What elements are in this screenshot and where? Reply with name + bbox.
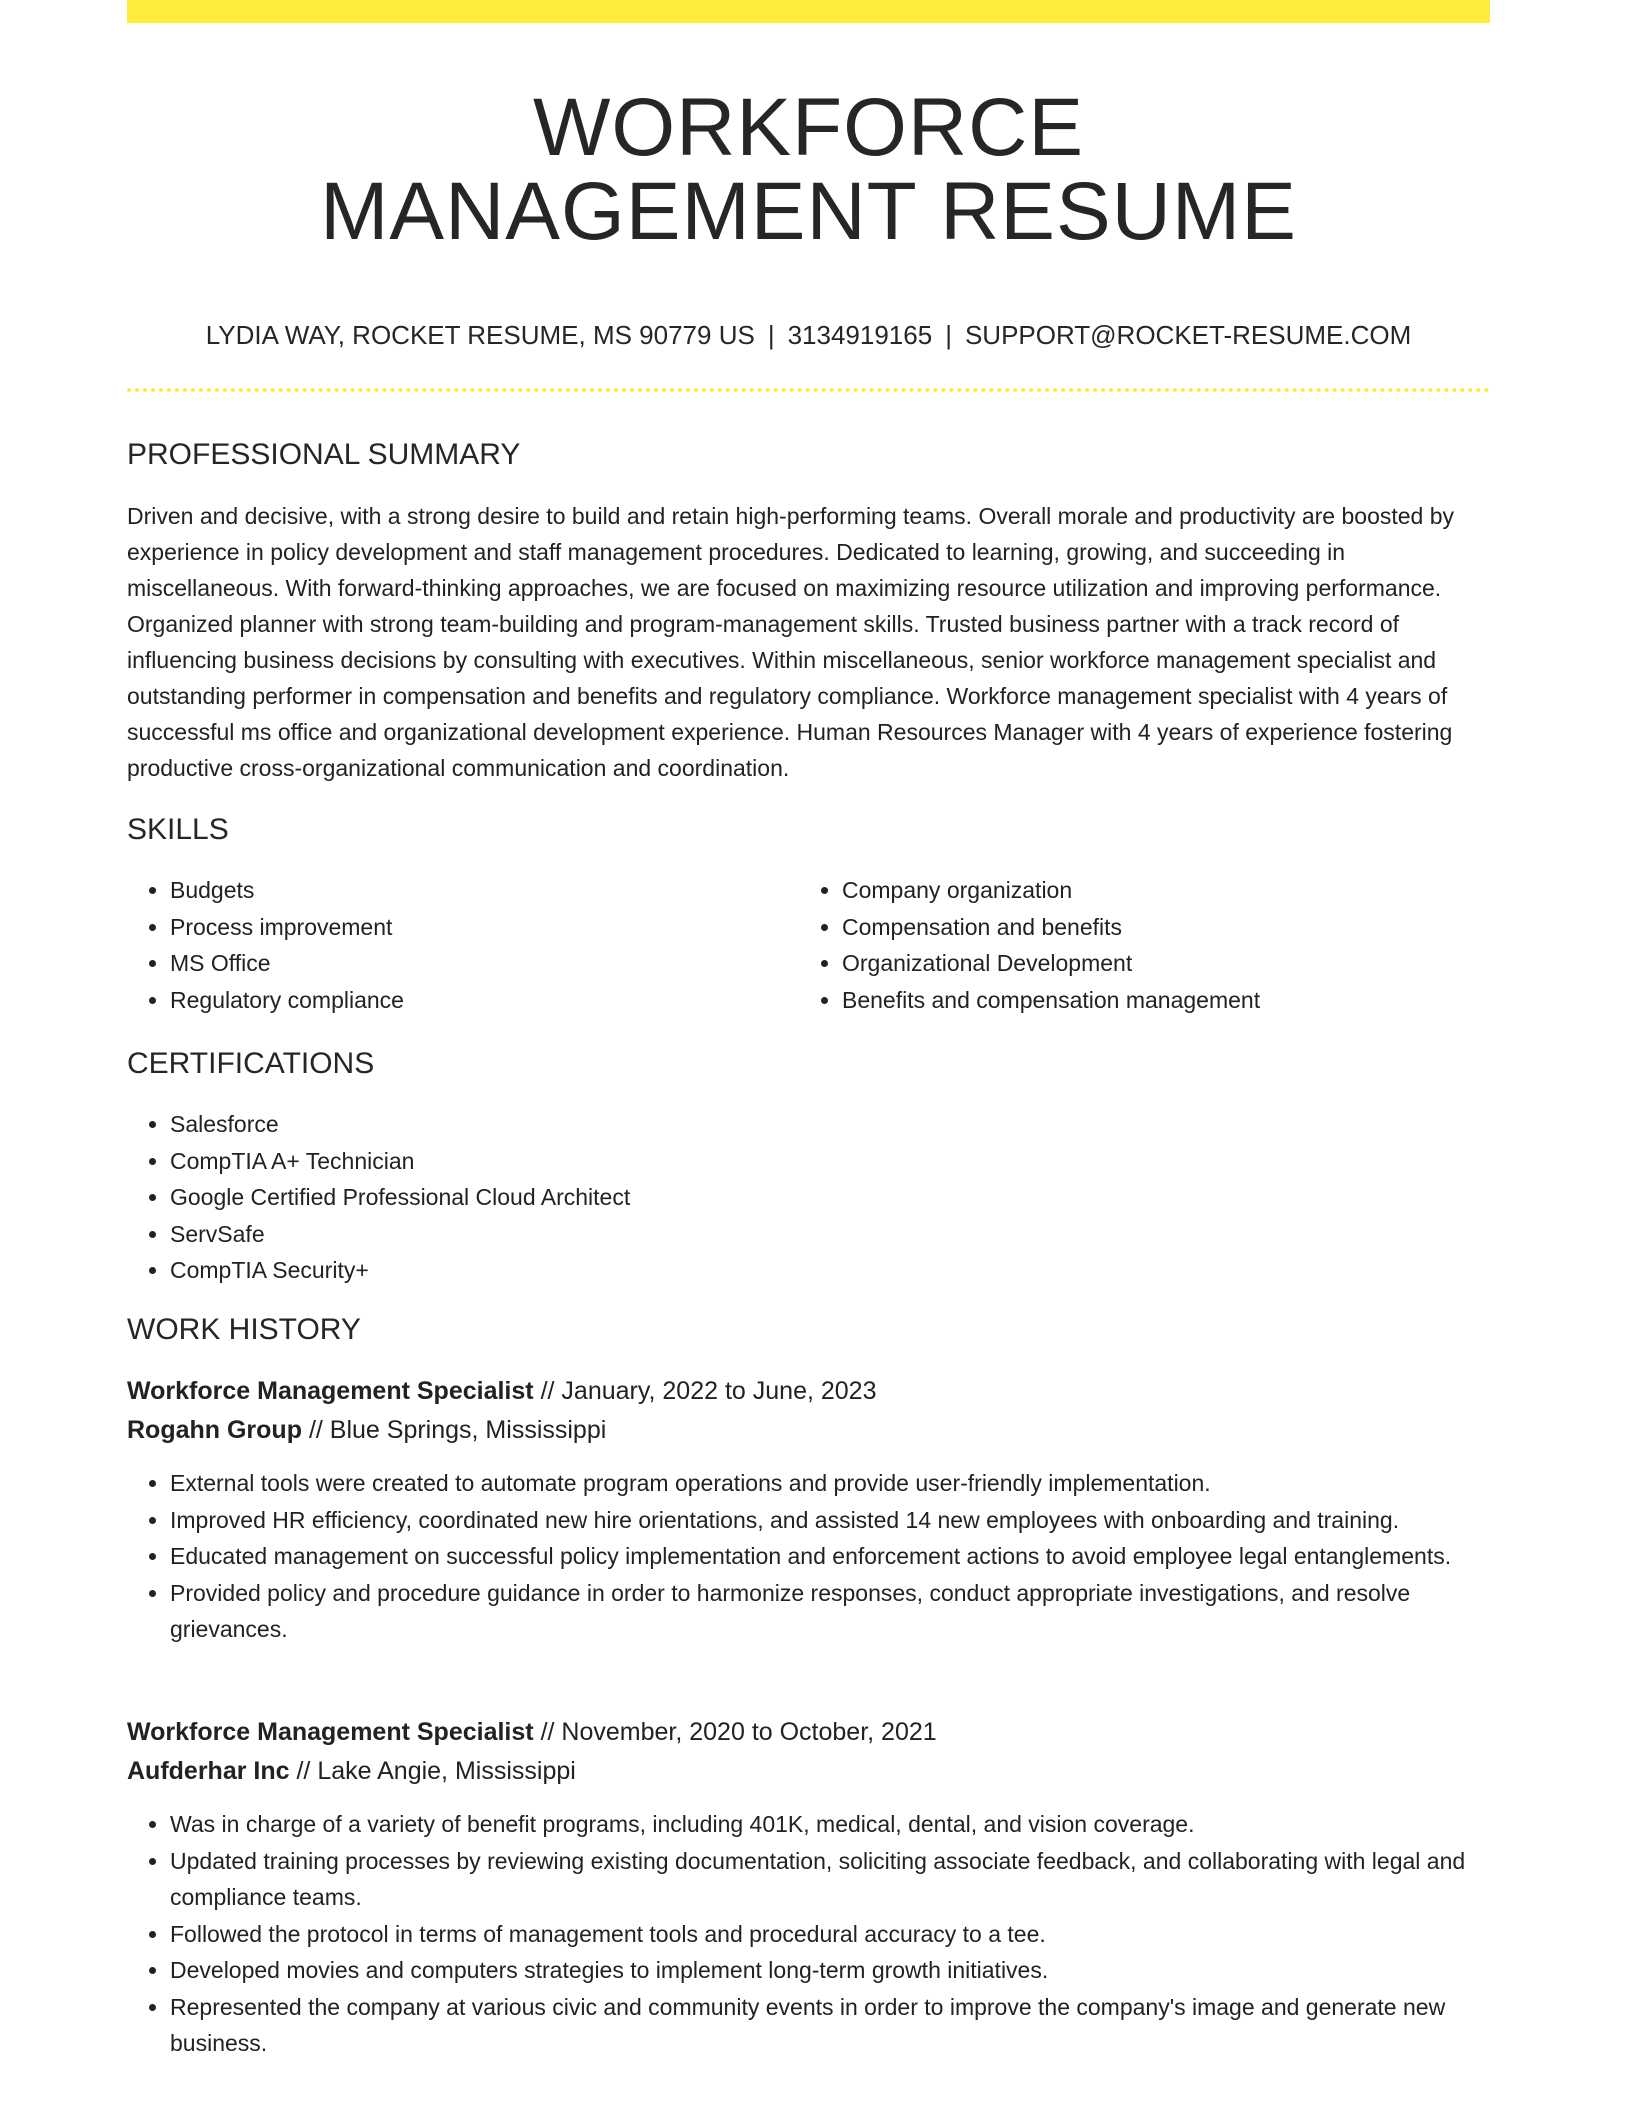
summary-heading: PROFESSIONAL SUMMARY <box>127 438 521 471</box>
skill-item: • Regulatory compliance <box>170 982 800 1019</box>
certification-item: • CompTIA Security+ <box>170 1252 1490 1289</box>
job-bullet: • Improved HR efficiency, coordinated new hire orientations, and assisted 14 new employees with onboarding and training. <box>170 1502 1490 1539</box>
job-separator: // <box>308 1416 323 1444</box>
job-title-line <box>127 1373 1490 1409</box>
contact-line <box>127 320 1490 350</box>
job-company: Rogahn Group <box>127 1416 302 1444</box>
job-location: Blue Springs, Mississippi <box>329 1416 607 1444</box>
job-title: Workforce Management Specialist <box>127 1377 534 1405</box>
certification-item: • Google Certified Professional Cloud Architect <box>170 1179 1490 1216</box>
top-accent-bar <box>127 0 1490 23</box>
contact-phone: 3134919165 <box>787 320 933 350</box>
job-bullet: • Represented the company at various civic and community events in order to improve the company's image and generate new business. <box>170 1989 1490 2062</box>
job-bullet: • Followed the protocol in terms of management tools and procedural accuracy to a tee. <box>170 1916 1490 1953</box>
job-bullet: • Provided policy and procedure guidance in order to harmonize responses, conduct appropriate investigations, and resolve grievances. <box>170 1575 1490 1648</box>
certifications-list <box>127 1106 1490 1289</box>
job-title-line <box>127 1714 1490 1750</box>
job-title: Workforce Management Specialist <box>127 1718 534 1746</box>
job-dates: November, 2020 to October, 2021 <box>561 1718 937 1746</box>
skill-item: • MS Office <box>170 945 800 982</box>
job-bullet: • Was in charge of a variety of benefit programs, including 401K, medical, dental, and vision coverage. <box>170 1806 1490 1843</box>
summary-text: Driven and decisive, with a strong desire to build and retain high-performing teams. Overall morale and productivity are boosted by experience in policy development and staff management procedures. Dedicated to learning, growing, and succeeding in miscellaneous. With forward-thinking approaches, we are focused on maximizing resource utilization and improving performance. Organized planner with strong team-building and program-management skills. Trusted business partner with a track record of influencing business decisions by consulting with executives. Within miscellaneous, senior workforce management specialist and outstanding performer in compensation and benefits and regulatory compliance. Workforce management specialist with 4 years of successful ms office and organizational development experience. Human Resources Manager with 4 years of experience fostering productive cross-organizational communication and coordination. <box>127 503 1455 781</box>
certifications-heading: CERTIFICATIONS <box>127 1047 375 1080</box>
job-bullet: • Educated management on successful policy implementation and enforcement actions to avoid employee legal entanglements. <box>170 1538 1490 1575</box>
skills-list-right <box>799 872 1492 1018</box>
job-separator: // <box>540 1718 555 1746</box>
resume-title <box>127 82 1490 257</box>
job-company-line <box>127 1412 1490 1448</box>
job-separator: // <box>540 1377 555 1405</box>
skill-item: • Company organization <box>842 872 1492 909</box>
work-history-heading: WORK HISTORY <box>127 1313 361 1346</box>
job-company: Aufderhar Inc <box>127 1757 290 1785</box>
certification-item: • CompTIA A+ Technician <box>170 1143 1490 1180</box>
job-location: Lake Angie, Mississippi <box>317 1757 576 1785</box>
job-bullet: • Updated training processes by reviewing existing documentation, soliciting associate feedback, and collaborating with legal and compliance teams. <box>170 1843 1490 1916</box>
contact-separator: | <box>767 320 775 350</box>
header-divider <box>127 388 1490 392</box>
job-bullets <box>127 1465 1490 1648</box>
skill-item: • Budgets <box>170 872 800 909</box>
contact-separator: | <box>945 320 952 350</box>
title-line-1: WORKFORCE <box>532 82 1085 173</box>
contact-email: SUPPORT@ROCKET-RESUME.COM <box>964 320 1412 350</box>
job-bullet: • External tools were created to automate program operations and provide user-friendly implementation. <box>170 1465 1490 1502</box>
job-separator: // <box>296 1757 311 1785</box>
skill-item: • Organizational Development <box>842 945 1492 982</box>
job-company-line <box>127 1753 1490 1789</box>
skills-list-left <box>127 872 800 1018</box>
skill-item: • Process improvement <box>170 909 800 946</box>
job-bullet: • Developed movies and computers strategies to implement long-term growth initiatives. <box>170 1952 1490 1989</box>
job-dates: January, 2022 to June, 2023 <box>561 1377 877 1405</box>
certification-item: • ServSafe <box>170 1216 1490 1253</box>
skill-item: • Compensation and benefits <box>842 909 1492 946</box>
skills-heading: SKILLS <box>127 813 229 846</box>
skill-item: • Benefits and compensation management <box>842 982 1492 1019</box>
certification-item: • Salesforce <box>170 1106 1490 1143</box>
title-line-2: MANAGEMENT RESUME <box>320 166 1297 257</box>
job-bullets <box>127 1806 1490 2062</box>
contact-address: LYDIA WAY, ROCKET RESUME, MS 90779 US <box>205 320 755 350</box>
